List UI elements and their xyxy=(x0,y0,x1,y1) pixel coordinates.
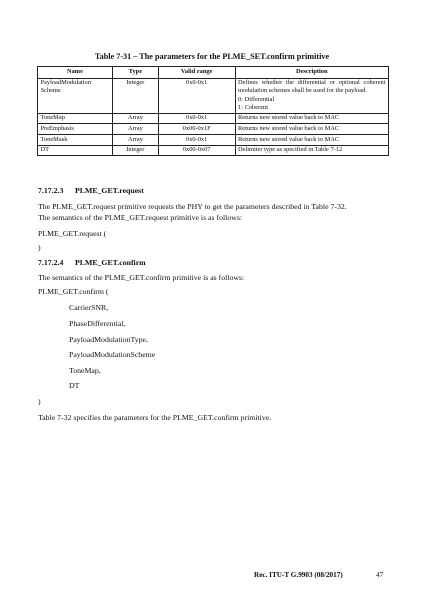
cell-name: DT xyxy=(38,145,113,156)
table-row xyxy=(38,134,389,145)
cell-description: Delimiter type as specified in Table 7-12 xyxy=(235,145,388,156)
cell-name xyxy=(38,78,113,113)
cell-description: Returns new stored value back to MAC xyxy=(235,134,388,145)
cell-name: PreEmphasis xyxy=(38,124,113,135)
section-heading-plme-get-confirm xyxy=(38,258,146,267)
page-number: 47 xyxy=(376,571,384,579)
description-text: 1: Coherent xyxy=(238,103,269,111)
cell-type: Array xyxy=(112,124,158,135)
cell-valid-range: 0x0-0x1 xyxy=(158,134,235,145)
cell-name-line: Scheme xyxy=(40,87,61,95)
cell-valid-range: 0x00-0x07 xyxy=(158,145,235,156)
column-header-valid-range: Valid range xyxy=(158,67,235,79)
table-row xyxy=(38,113,389,124)
cell-description: Returns new stored value back to MAC xyxy=(235,124,388,135)
code-parameter: DT xyxy=(69,381,80,390)
cell-name-line: PayloadModulation xyxy=(40,79,91,87)
paragraph: Table 7-32 specifies the parameters for the PLME_GET.confirm primitive. xyxy=(38,413,272,422)
section-number: 7.17.2.3 xyxy=(38,186,64,195)
cell-description: Returns new stored value back to MAC xyxy=(235,113,388,124)
cell-description xyxy=(235,78,388,113)
cell-name: ToneMap xyxy=(38,113,113,124)
table-row xyxy=(38,78,389,113)
code-parameter: PayloadModulationScheme xyxy=(69,350,156,359)
cell-type: Array xyxy=(112,134,158,145)
section-number: 7.17.2.4 xyxy=(38,258,64,267)
footer-recommendation: Rec. ITU-T G.9903 (08/2017) xyxy=(254,571,343,579)
table-header-row xyxy=(38,67,389,79)
cell-valid-range: 0x0-0x1 xyxy=(158,113,235,124)
cell-valid-range: 0x0-0x1 xyxy=(158,78,235,113)
table-row xyxy=(38,145,389,156)
table-row xyxy=(38,124,389,135)
cell-type: Integer xyxy=(112,78,158,113)
code-line: PLME_GET.confirm ( xyxy=(38,287,109,296)
paragraph: The PLME_GET.request primitive requests the PHY to get the parameters described in Table 7-32. xyxy=(38,202,347,211)
description-text: 0: Differential xyxy=(238,95,275,103)
cell-type: Array xyxy=(112,113,158,124)
code-parameter: ToneMap, xyxy=(69,366,101,375)
cell-type: Integer xyxy=(112,145,158,156)
code-line: PLME_GET.request ( xyxy=(38,229,107,238)
cell-valid-range: 0x00-0x1F xyxy=(158,124,235,135)
paragraph: The semantics of the PLME_GET.request primitive is as follows: xyxy=(38,213,243,222)
column-header-description: Description xyxy=(235,67,388,79)
code-parameter: PayloadModulationType, xyxy=(69,335,148,344)
section-title: PLME_GET.request xyxy=(75,186,144,195)
column-header-type: Type xyxy=(112,67,158,79)
code-parameter: CarrierSNR, xyxy=(69,303,109,312)
parameters-table xyxy=(37,66,389,156)
code-line: ) xyxy=(38,397,41,406)
paragraph: The semantics of the PLME_GET.confirm primitive is as follows: xyxy=(38,273,245,282)
section-title: PLME_GET.confirm xyxy=(75,258,146,267)
section-heading-plme-get-request xyxy=(38,186,144,195)
code-parameter: PhaseDifferential, xyxy=(69,319,126,328)
table-caption: Table 7-31 – The parameters for the PLME_SET.confirm primitive xyxy=(94,52,330,61)
code-line: ) xyxy=(38,243,41,252)
column-header-name: Name xyxy=(38,67,113,79)
description-text: Defines whether the differential or optional coherent modulation schemes shall be used for the payload. xyxy=(238,79,386,95)
cell-name: ToneMask xyxy=(38,134,113,145)
